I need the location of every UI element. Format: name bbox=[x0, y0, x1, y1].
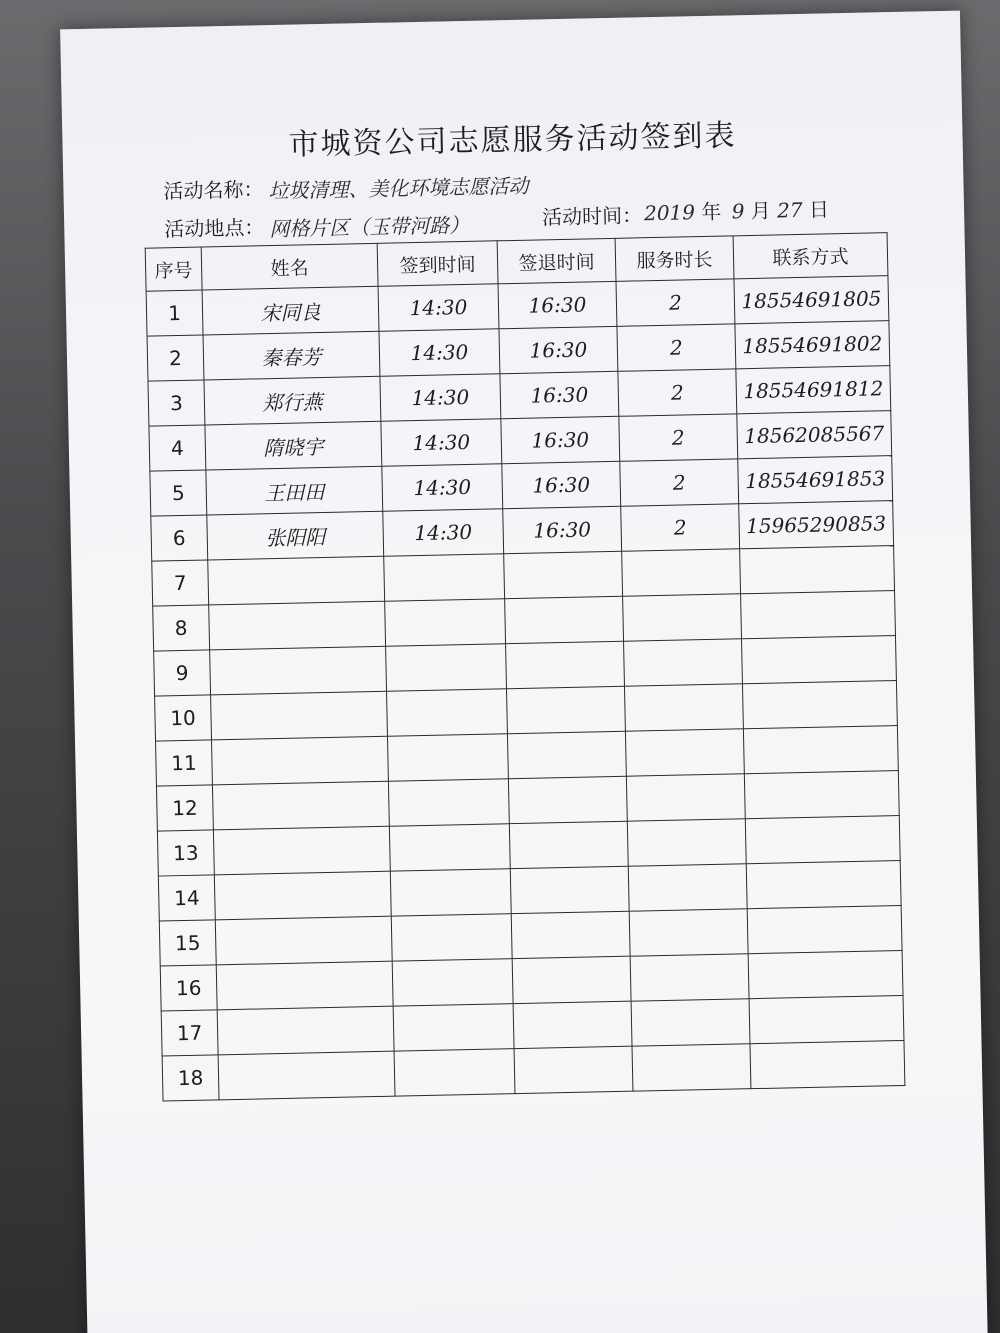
row-hours bbox=[627, 819, 746, 866]
row-sign-in bbox=[391, 914, 512, 962]
row-phone: 18554691802 bbox=[735, 321, 890, 369]
row-no: 3 bbox=[148, 380, 205, 426]
row-hours bbox=[623, 594, 742, 641]
row-no: 15 bbox=[159, 920, 216, 966]
row-hours: 2 bbox=[619, 414, 738, 461]
row-sign-out: 16:30 bbox=[498, 281, 617, 328]
row-no: 9 bbox=[154, 650, 211, 696]
row-phone bbox=[741, 591, 896, 639]
activity-place-label: 活动地点： bbox=[164, 215, 265, 242]
sign-in-sheet-paper bbox=[60, 11, 988, 1333]
row-no: 4 bbox=[149, 425, 206, 471]
row-hours: 2 bbox=[620, 459, 739, 506]
row-sign-in bbox=[394, 1049, 515, 1097]
row-phone bbox=[750, 1040, 905, 1088]
row-phone bbox=[747, 906, 902, 954]
row-no: 2 bbox=[147, 335, 204, 381]
row-sign-out bbox=[507, 731, 626, 778]
row-sign-out bbox=[514, 1046, 633, 1093]
row-hours bbox=[626, 774, 745, 821]
row-name bbox=[214, 871, 391, 920]
row-name bbox=[211, 691, 388, 740]
activity-place-value: 网格片区（玉带河路） bbox=[269, 212, 470, 242]
row-phone bbox=[746, 861, 901, 909]
row-no: 1 bbox=[146, 290, 203, 336]
row-name bbox=[212, 781, 389, 830]
day-unit: 日 bbox=[808, 197, 830, 222]
row-sign-out bbox=[504, 551, 623, 598]
row-phone bbox=[742, 636, 897, 684]
row-no: 5 bbox=[150, 470, 207, 516]
month-unit: 月 bbox=[750, 198, 772, 223]
row-phone bbox=[740, 546, 895, 594]
row-name: 秦春芳 bbox=[203, 331, 380, 380]
row-sign-out: 16:30 bbox=[501, 416, 620, 463]
row-sign-out: 16:30 bbox=[502, 461, 621, 508]
row-sign-in bbox=[393, 1004, 514, 1052]
activity-day: 27 bbox=[776, 197, 803, 223]
row-hours bbox=[622, 549, 741, 596]
activity-month: 9 bbox=[731, 199, 745, 224]
row-no: 17 bbox=[161, 1010, 218, 1056]
row-sign-in bbox=[389, 824, 510, 872]
row-hours bbox=[632, 1044, 751, 1091]
row-phone bbox=[742, 681, 897, 729]
row-sign-out bbox=[508, 776, 627, 823]
row-phone: 15965290853 bbox=[739, 501, 894, 549]
row-no: 13 bbox=[157, 830, 214, 876]
row-name bbox=[213, 826, 390, 875]
row-sign-in bbox=[392, 959, 513, 1007]
row-sign-out bbox=[506, 641, 625, 688]
row-sign-out bbox=[511, 911, 630, 958]
row-hours bbox=[625, 729, 744, 776]
activity-time-label: 活动时间： bbox=[541, 203, 643, 230]
header-service-hours: 服务时长 bbox=[615, 236, 734, 281]
row-no: 18 bbox=[162, 1055, 219, 1101]
row-phone: 18554691812 bbox=[736, 366, 891, 414]
row-name bbox=[208, 556, 385, 605]
row-name bbox=[216, 961, 393, 1010]
sign-in-table bbox=[145, 232, 906, 1101]
row-phone: 18554691805 bbox=[734, 276, 889, 324]
row-sign-out bbox=[505, 596, 624, 643]
row-hours bbox=[629, 909, 748, 956]
row-hours: 2 bbox=[618, 369, 737, 416]
row-no: 10 bbox=[155, 695, 212, 741]
activity-name-value: 垃圾清理、美化环境志愿活动 bbox=[268, 173, 529, 204]
row-sign-out bbox=[509, 821, 628, 868]
row-sign-in: 14:30 bbox=[378, 284, 499, 332]
row-sign-in bbox=[388, 779, 509, 827]
row-phone bbox=[743, 726, 898, 774]
row-phone bbox=[745, 816, 900, 864]
row-phone: 18554691853 bbox=[738, 456, 893, 504]
row-no: 16 bbox=[160, 965, 217, 1011]
row-name bbox=[215, 916, 392, 965]
row-hours bbox=[630, 954, 749, 1001]
row-sign-in bbox=[387, 734, 508, 782]
row-no: 11 bbox=[156, 740, 213, 786]
row-sign-out bbox=[513, 1001, 632, 1048]
row-phone bbox=[749, 995, 904, 1043]
row-sign-in bbox=[384, 554, 505, 602]
row-no: 12 bbox=[156, 785, 213, 831]
header-no: 序号 bbox=[145, 247, 202, 291]
row-name bbox=[209, 601, 386, 650]
row-sign-out: 16:30 bbox=[500, 371, 619, 418]
row-sign-in: 14:30 bbox=[380, 374, 501, 422]
row-sign-in: 14:30 bbox=[383, 509, 504, 557]
row-no: 8 bbox=[153, 605, 210, 651]
activity-year: 2019 bbox=[643, 200, 696, 226]
row-hours bbox=[624, 639, 743, 686]
row-hours bbox=[624, 684, 743, 731]
row-hours bbox=[631, 999, 750, 1046]
row-sign-in bbox=[385, 599, 506, 647]
row-no: 14 bbox=[158, 875, 215, 921]
row-sign-out bbox=[512, 956, 631, 1003]
row-hours: 2 bbox=[616, 279, 735, 326]
header-sign-out-time: 签退时间 bbox=[497, 238, 616, 283]
row-hours: 2 bbox=[617, 324, 736, 371]
row-phone bbox=[744, 771, 899, 819]
activity-name-label: 活动名称： bbox=[163, 177, 264, 204]
row-name: 宋同良 bbox=[202, 286, 379, 335]
row-name bbox=[217, 1006, 394, 1055]
row-sign-in: 14:30 bbox=[382, 464, 503, 512]
row-phone bbox=[748, 950, 903, 998]
row-phone: 18562085567 bbox=[737, 411, 892, 459]
sheet-title: 市城资公司志愿服务活动签到表 bbox=[288, 118, 737, 163]
row-name: 郑行燕 bbox=[204, 376, 381, 425]
year-unit: 年 bbox=[701, 199, 722, 225]
row-name: 王田田 bbox=[206, 466, 383, 515]
row-name: 张阳阳 bbox=[207, 511, 384, 560]
row-sign-in: 14:30 bbox=[379, 329, 500, 377]
row-sign-out: 16:30 bbox=[503, 506, 622, 553]
row-no: 6 bbox=[151, 515, 208, 561]
row-sign-in bbox=[386, 644, 507, 692]
row-sign-in bbox=[387, 689, 508, 737]
row-sign-in: 14:30 bbox=[381, 419, 502, 467]
row-no: 7 bbox=[152, 560, 209, 606]
row-sign-out bbox=[510, 866, 629, 913]
header-sign-in-time: 签到时间 bbox=[377, 241, 498, 287]
row-sign-out: 16:30 bbox=[499, 326, 618, 373]
row-hours: 2 bbox=[621, 504, 740, 551]
row-hours bbox=[628, 864, 747, 911]
row-sign-in bbox=[390, 869, 511, 917]
row-name bbox=[212, 736, 389, 785]
header-contact: 联系方式 bbox=[733, 233, 888, 279]
row-name: 隋晓宇 bbox=[205, 421, 382, 470]
header-name: 姓名 bbox=[201, 243, 378, 290]
row-sign-out bbox=[507, 686, 626, 733]
activity-date bbox=[644, 193, 829, 226]
row-name bbox=[210, 646, 387, 695]
row-name bbox=[218, 1051, 395, 1100]
